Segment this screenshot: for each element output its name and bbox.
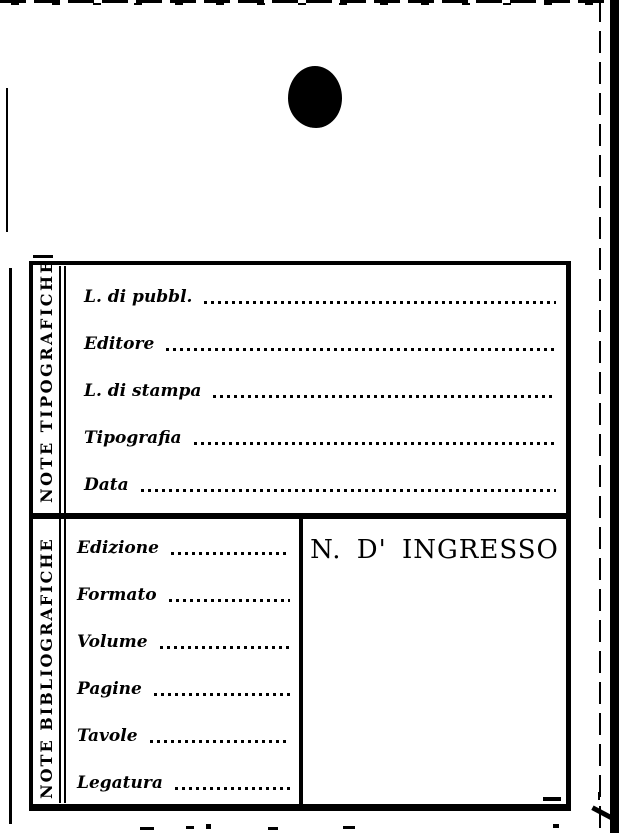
field-row-edizione (77, 520, 290, 567)
field-label: Legatura (77, 773, 163, 793)
field-row-data (84, 453, 556, 500)
field-label: Data (84, 475, 129, 495)
scan-speck (206, 824, 211, 829)
field-row-formato (77, 567, 290, 614)
field-value-leader (141, 489, 556, 492)
field-label: L. di pubbl. (84, 287, 193, 307)
ingresso-area (303, 519, 566, 804)
scan-speck (33, 255, 53, 258)
field-label: Formato (77, 585, 157, 605)
field-label: Editore (84, 334, 155, 354)
field-value-leader (150, 740, 290, 743)
field-value-leader (169, 599, 290, 602)
top-section-fields (84, 265, 556, 500)
scan-speck (553, 824, 559, 828)
field-row-l-di-pubbl (84, 265, 556, 312)
scan-right-thin-edge-artifact (599, 0, 601, 833)
scan-top-edge-artifact (0, 0, 619, 6)
field-label: Tavole (77, 726, 138, 746)
field-value-leader (166, 348, 556, 351)
scan-speck (598, 792, 600, 800)
scan-speck (343, 826, 355, 829)
field-label: L. di stampa (84, 381, 202, 401)
field-value-leader (171, 552, 290, 555)
field-value-leader (154, 693, 290, 696)
scan-speck (140, 827, 154, 830)
section-title-note-bibliografiche: NOTE BIBLIOGRAFICHE (37, 537, 56, 799)
field-row-legatura (77, 755, 290, 802)
field-row-editore (84, 312, 556, 359)
field-value-leader (194, 442, 556, 445)
field-label: Tipografia (84, 428, 182, 448)
gutter-double-rule (59, 266, 66, 803)
field-row-tavole (77, 708, 290, 755)
bottom-section-fields (77, 520, 290, 802)
field-value-leader (160, 646, 290, 649)
scan-right-thick-edge-artifact (610, 0, 619, 833)
field-row-tipografia (84, 406, 556, 453)
field-value-leader (204, 301, 556, 304)
field-value-leader (175, 787, 290, 790)
field-label: Volume (77, 632, 148, 652)
scan-speck (268, 827, 278, 830)
scan-left-edge-artifact-upper (6, 88, 8, 232)
field-label: Edizione (77, 538, 159, 558)
form-box (29, 258, 571, 811)
field-value-leader (213, 395, 556, 398)
punch-hole (288, 66, 342, 128)
field-row-volume (77, 614, 290, 661)
section-title-note-tipografiche: NOTE TIPOGRAFICHE (37, 258, 56, 503)
field-row-l-di-stampa (84, 359, 556, 406)
field-label: Pagine (77, 679, 142, 699)
field-row-pagine (77, 661, 290, 708)
scan-left-edge-artifact-lower (9, 268, 12, 824)
scan-speck (186, 826, 194, 829)
ingresso-title: N. D' INGRESSO (310, 535, 559, 565)
